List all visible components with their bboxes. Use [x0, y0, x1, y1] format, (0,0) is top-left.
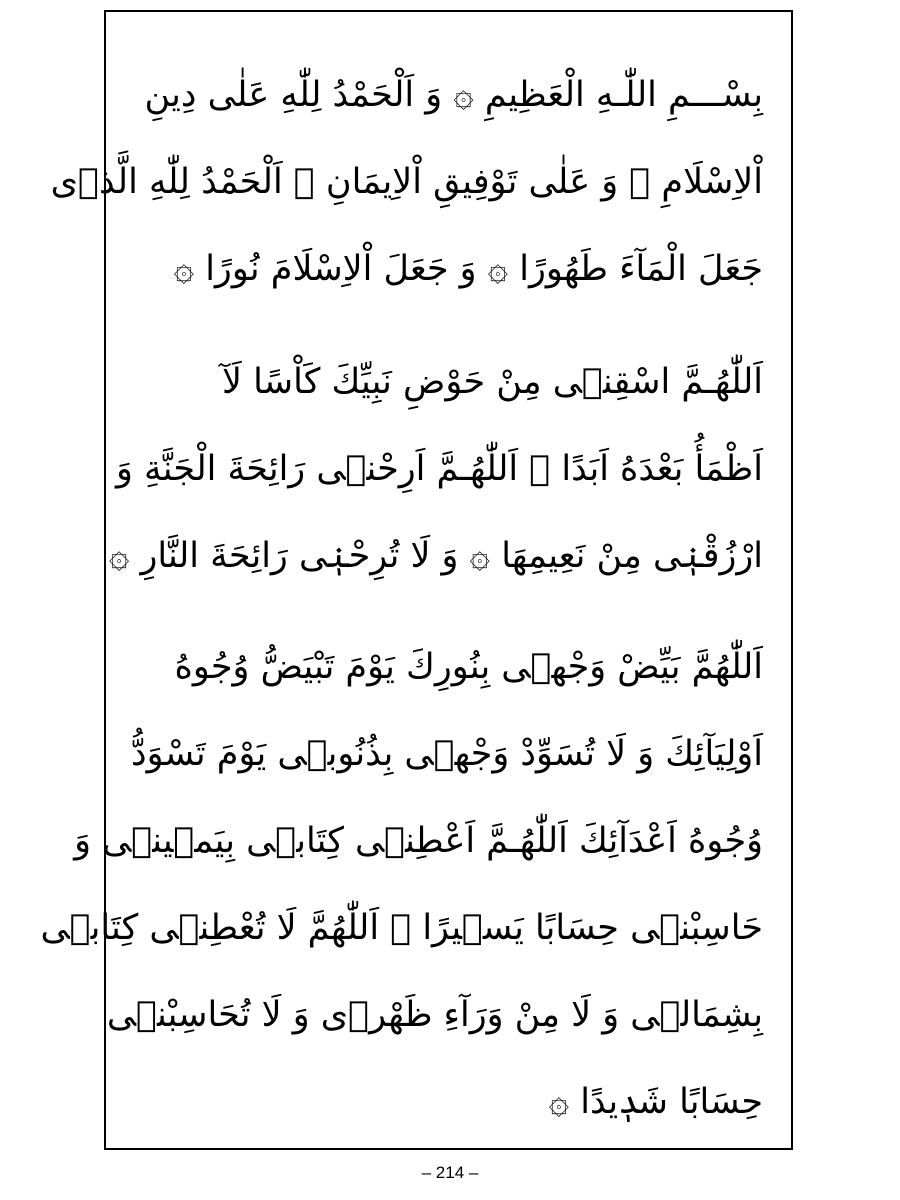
- text-line: اْلاِسْلَامِ ۞ وَ عَلٰى تَوْفِيقِ اْلاِيمَانِ ۞ اَلْحَمْدُ لِلّٰهِ الَّذٖى: [50, 162, 763, 202]
- text-line: وُجُوهُ اَعْدَآئِكَ اَللّٰهُـمَّ اَعْطِنٖى كِتَابٖى بِيَمٖينٖى وَ: [74, 821, 763, 861]
- prayer-paragraph-1: [50, 52, 763, 313]
- text-line: اَوْلِيَآئِكَ وَ لَا تُسَوِّدْ وَجْهٖى بِذُنُوبٖى يَوْمَ تَسْوَدُّ: [131, 734, 763, 774]
- text-line: اَللّٰهُمَّ بَيِّضْ وَجْهٖى بِنُورِكَ يَوْمَ تَبْيَضُّ وُجُوهُ: [174, 647, 763, 687]
- text-line: بِشِمَالٖى وَ لَا مِنْ وَرَآءِ ظَهْرٖى وَ لَا تُحَاسِبْنٖى: [106, 995, 763, 1035]
- page-number: – 214 –: [421, 1163, 479, 1182]
- prayer-paragraph-2: [108, 339, 763, 600]
- text-line: اَللّٰهُـمَّ اسْقِنٖى مِنْ حَوْضِ نَبِيِّكَ كَاْسًا لَآ: [222, 362, 763, 402]
- text-line: حِسَابًا شَدٖيدًا ۞: [548, 1082, 763, 1122]
- text-line: جَعَلَ الْمَآءَ طَهُورًا ۞ وَ جَعَلَ اْلاِسْلَامَ نُورًا ۞: [173, 249, 763, 289]
- prayer-paragraph-3: [40, 624, 763, 1146]
- text-line: حَاسِبْنٖى حِسَابًا يَسٖيرًا ۞ اَللّٰهُمَّ لَا تُعْطِنٖى كِتَابٖى: [40, 908, 763, 948]
- text-line: ارْزُقْنٖى مِنْ نَعِيمِهَا ۞ وَ لَا تُرِحْنٖى رَائِحَةَ النَّارِ ۞: [108, 536, 763, 576]
- text-line: اَظْمَأُ بَعْدَهُ اَبَدًا ۞ اَللّٰهُـمَّ اَرِحْنٖى رَائِحَةَ الْجَنَّةِ وَ: [116, 449, 763, 489]
- page-frame: [40, 10, 793, 1150]
- text-line: بِسْـــمِ اللّٰـهِ الْعَظِيمِ ۞ وَ اَلْحَمْدُ لِلّٰهِ عَلٰى دِينِ: [144, 75, 763, 115]
